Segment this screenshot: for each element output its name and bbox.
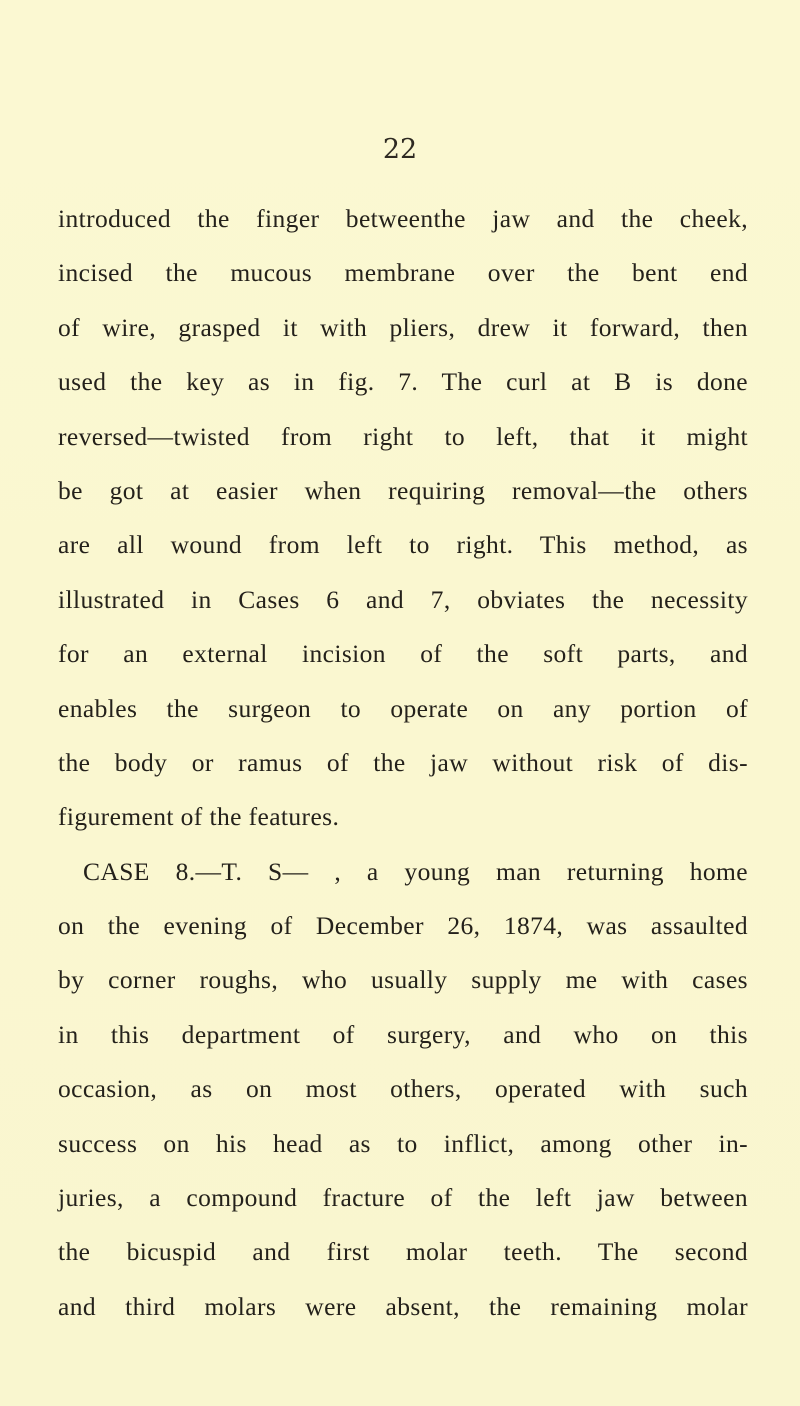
text-line: illustrated in Cases 6 and 7, obviates the necessity	[58, 584, 748, 614]
text-line: for an external incision of the soft parts, and	[58, 639, 748, 669]
text-line: introduced the finger betweenthe jaw and the cheek,	[58, 204, 748, 233]
text-line: of wire, grasped it with pliers, drew it forward, then	[58, 312, 748, 342]
text-line: and third molars were absent, the remaining molar	[58, 1291, 748, 1321]
text-line: used the key as in fig. 7. The curl at B is done	[58, 367, 748, 397]
case-heading-line: CASE 8.—T. S— , a young man returning home	[83, 856, 748, 886]
text-line: incised the mucous membrane over the bent end	[58, 258, 748, 288]
text-line: figurement of the features.	[58, 802, 340, 832]
page-number: 22	[382, 134, 418, 165]
text-line: by corner roughs, who usually supply me with cases	[58, 965, 748, 995]
text-line: success on his head as to inflict, among other in-	[58, 1128, 748, 1158]
text-line: juries, a compound fracture of the left jaw between	[58, 1183, 748, 1213]
text-line: are all wound from left to right. This method, as	[58, 530, 748, 560]
text-line: reversed—twisted from right to left, that it might	[58, 421, 748, 451]
text-line: the body or ramus of the jaw without risk of dis-	[58, 747, 748, 777]
text-line: the bicuspid and first molar teeth. The second	[58, 1237, 748, 1267]
body-text	[58, 192, 748, 1334]
text-line: in this department of surgery, and who on this	[58, 1019, 748, 1049]
text-line: occasion, as on most others, operated with such	[58, 1074, 748, 1104]
text-line: on the evening of December 26, 1874, was assaulted	[58, 911, 748, 941]
text-line: be got at easier when requiring removal—the others	[58, 475, 748, 505]
text-line: enables the surgeon to operate on any portion of	[58, 693, 748, 723]
